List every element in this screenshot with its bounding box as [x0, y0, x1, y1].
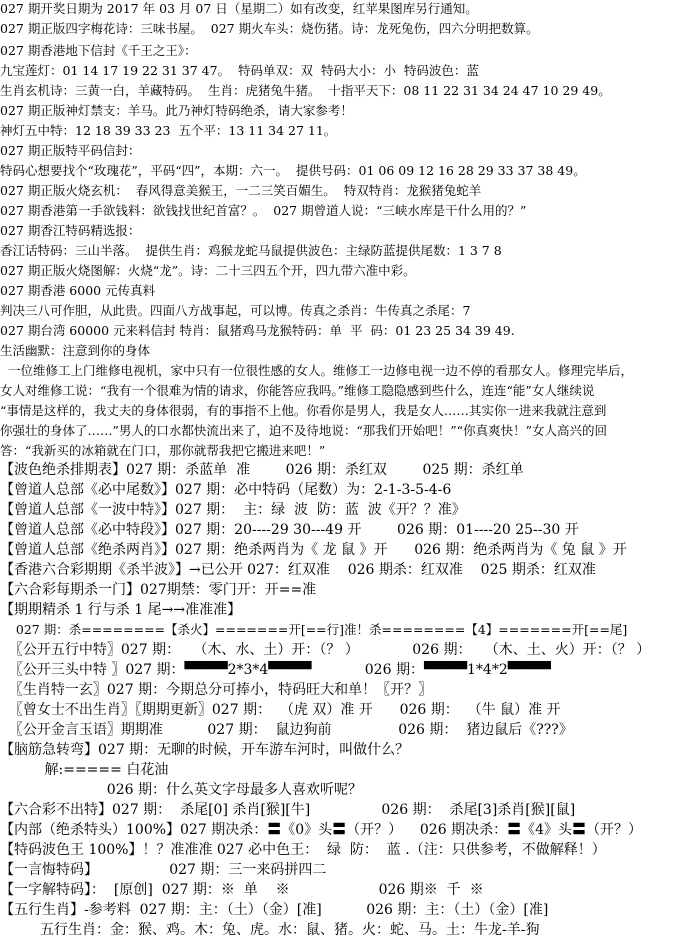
miss-zeng-line: 〖曾女士不出生肖〗〖期期更新〗027 期： （虎 双）准 开 026 期： （牛 鼠）准 开 [0, 702, 561, 718]
segment-line: 【曾道人总部《必中特段》】027 期：20----29 30---49 开 026 期：01----20 25--30 开 [0, 522, 579, 538]
humor-paragraph-4: 你强壮的身体了……”男人的口水都快流出来了，迫不及待地说：“那我们开始吧！”“你真爽快！”女人高兴的回 [0, 423, 607, 438]
five-element-legend: 五行生肖：金：猴、鸡。木：兔、虎。水：鼠、猪。火：蛇、马。土：牛龙-羊-狗 [0, 922, 540, 938]
golden-words-line: 〖公开金言玉语〗期期准 027 期： 鼠边狗前 026 期： 猪边鼠后《???》 [0, 722, 573, 738]
one-word-regret-line: 【一言悔特码】 027 期：三一来码拼四二 [0, 862, 327, 878]
humor-paragraph-5: 答：“我新买的冰箱就在门口，那你就帮我把它搬进来吧！” [0, 443, 326, 458]
zodiac-riddle-line: 生肖玄机诗：三黄一白，羊藏特码。 生肖：虎猪兔牛猪。 十指平天下：08 11 22 31 34 24 47 10 29 49。 [0, 83, 611, 98]
humor-paragraph-3: “事情是这样的，我丈夫的身体很弱，有的事指不上他。你看你是男人，我是女人……其实你一进来我就注意到 [0, 403, 607, 418]
fire-mystery-line: 027 期正版火烧玄机： 春风得意美猴王，一二三笑百媚生。 特双特肖：龙猴猪兔蛇羊 [0, 183, 482, 198]
zodiac-mystery-line: 〖生肖特一玄〗027 期：今期总分可捧小，特码旺大和单！〖开？〗 [0, 682, 433, 698]
hk-letter-title: 027 期香港地下信封《千王之王》： [0, 43, 197, 58]
three-head-line: 〖公开三头中特 〗027 期：▀▀▀▀2*3*4▀▀▀▀ 026 期：▀▀▀▀1*4*2▀▀▀▀ [0, 662, 551, 678]
humor-title: 生活幽默：注意到你的身体 [0, 343, 151, 358]
lamp-ban-line: 027 期正版神灯禁支：羊马。此乃神灯特码绝杀，请大家参考！ [0, 103, 353, 118]
wave-kill-schedule: 【波色绝杀排期表】027 期：杀蓝单 准 026 期：杀红双 025 期：杀红单 [0, 462, 524, 478]
humor-paragraph-2: 女人对维修工说：“我有一个很难为情的请求，你能答应我吗。”维修工隐隐感到些什么，连连“能”女人继续说 [0, 383, 595, 398]
special-letter-title: 027 期正版特平码信封： [0, 143, 141, 158]
one-word-solve-line: 【一字解特码】： [原创] 027 期：※ 单 ※ 026 期※ 千 ※ [0, 882, 484, 898]
xiangjiang-code-line: 香江话特码：三山半落。 提供生肖：鸡猴龙蛇马鼠提供波色：主绿防蓝提供尾数：1 3 7 8 [0, 243, 502, 258]
header-draw-date-notice: 027 期开奖日期为 2017 年 03 月 07 日（星期二）如有改变，红苹果图库另行通知。 [0, 1, 478, 16]
brain-teaser-answer: 解:===== 白花油 [0, 762, 169, 778]
one-wave-line: 【曾道人总部《一波中特》】027 期： 主：绿 波 防：蓝 波《开？？准》 [0, 502, 466, 518]
wave-king-line: 【特码波色王 100%】！？准准准 027 必中色王： 绿 防： 蓝 .（注：只供参考，不做解释！） [0, 842, 606, 858]
plum-poem-line: 027 期正版四字梅花诗：三味书屋。 027 期火车头：烧伤猪。诗：龙死兔伤，四六分明把数算。 [0, 21, 539, 36]
verdict-line: 判决三八可作胆，从此贵。四面八方战事起，可以博。传真之杀肖：牛传真之杀尾：7 [0, 303, 471, 318]
fire-diagram-line: 027 期正版火烧图解：火烧“龙”。诗：二十三四五个开，四九带六准中彩。 [0, 263, 416, 278]
rose-code-line: 特码心想要找个“玫瑰花”，平码“四”，本期：六一。 提供号码：01 06 09 12 16 28 29 33 37 38 49。 [0, 163, 586, 178]
fax-title: 027 期香港 6000 元传真料 [0, 283, 156, 298]
kill-row-tail-title: 【期期精杀 1 行与杀 1 尾→→准准准】 [0, 602, 242, 618]
humor-paragraph-1: 一位维修工上门维修电视机，家中只有一位很性感的女人。维修工一边修电视一边不停的看那女人。修理完毕后， [0, 363, 633, 378]
five-element-line: 〖公开五行中特〗027 期： （木、水、土）开：（？ ） 026 期： （木、土、火）开：（？ ） [0, 642, 651, 658]
tail-sure-line: 【曾道人总部《必中尾数》】027 期：必中特码（尾数）为：2-1-3-5-4-6 [0, 482, 452, 498]
kill-one-gate-line: 【六合彩每期杀一门】027期禁：零门开：开==准 [0, 582, 317, 598]
taiwan-letter-line: 027 期台湾 60000 元来料信封 特肖：鼠猪鸡马龙猴特码：单 平 码：01 23 25 34 39 49. [0, 323, 515, 338]
inner-kill-head-line: 【内部（绝杀特头）100%】027 期决杀：〓《0》头〓（开？） 026 期决杀：〓《4》头〓（开？） [0, 822, 642, 838]
half-wave-line: 【香港六合彩期期《杀半波》】→已公开 027：红双准 026 期杀：红双准 025 期杀：红双准 [0, 562, 596, 578]
brain-teaser-026: 026 期：什么英文字母最多人喜欢听呢？ [0, 782, 362, 798]
kill-row-tail-line: 027 期：杀========【杀火】=======开[==行]准！杀========【4】=======开[==尾] [0, 622, 628, 637]
brain-teaser-line: 【脑筋急转弯】027 期：无聊的时候，开车游车河时，叫做什么？ [0, 742, 410, 758]
nine-lotus-line: 九宝莲灯：01 14 17 19 22 31 37 47。 特码单双：双 特码大小：小 特码波色：蓝 [0, 63, 479, 78]
no-special-line: 【六合彩不出特】027 期： 杀尾[0] 杀肖[猴][牛] 026 期： 杀尾[3]杀肖[猴][鼠] [0, 802, 576, 818]
xiangjiang-title: 027 期香江特码精选报： [0, 223, 141, 238]
lamp-five-line: 神灯五中特：12 18 39 33 23 五个平：13 11 34 27 11。 [0, 123, 337, 138]
five-element-zodiac-line: 【五行生肖】-参考料 027 期：主：（土）（金）[准] 026 期：主：（土）（金）[准] [0, 902, 549, 918]
first-hand-line: 027 期香港第一手欲钱料：欲钱找世纪首富？。 027 期曾道人说：“三峡水库是干什么用的？” [0, 203, 527, 218]
kill-two-zodiac-line: 【曾道人总部《绝杀两肖》】027 期：绝杀两肖为《 龙 鼠 》开 026 期：绝杀两肖为《 兔 鼠 》开 [0, 542, 627, 558]
